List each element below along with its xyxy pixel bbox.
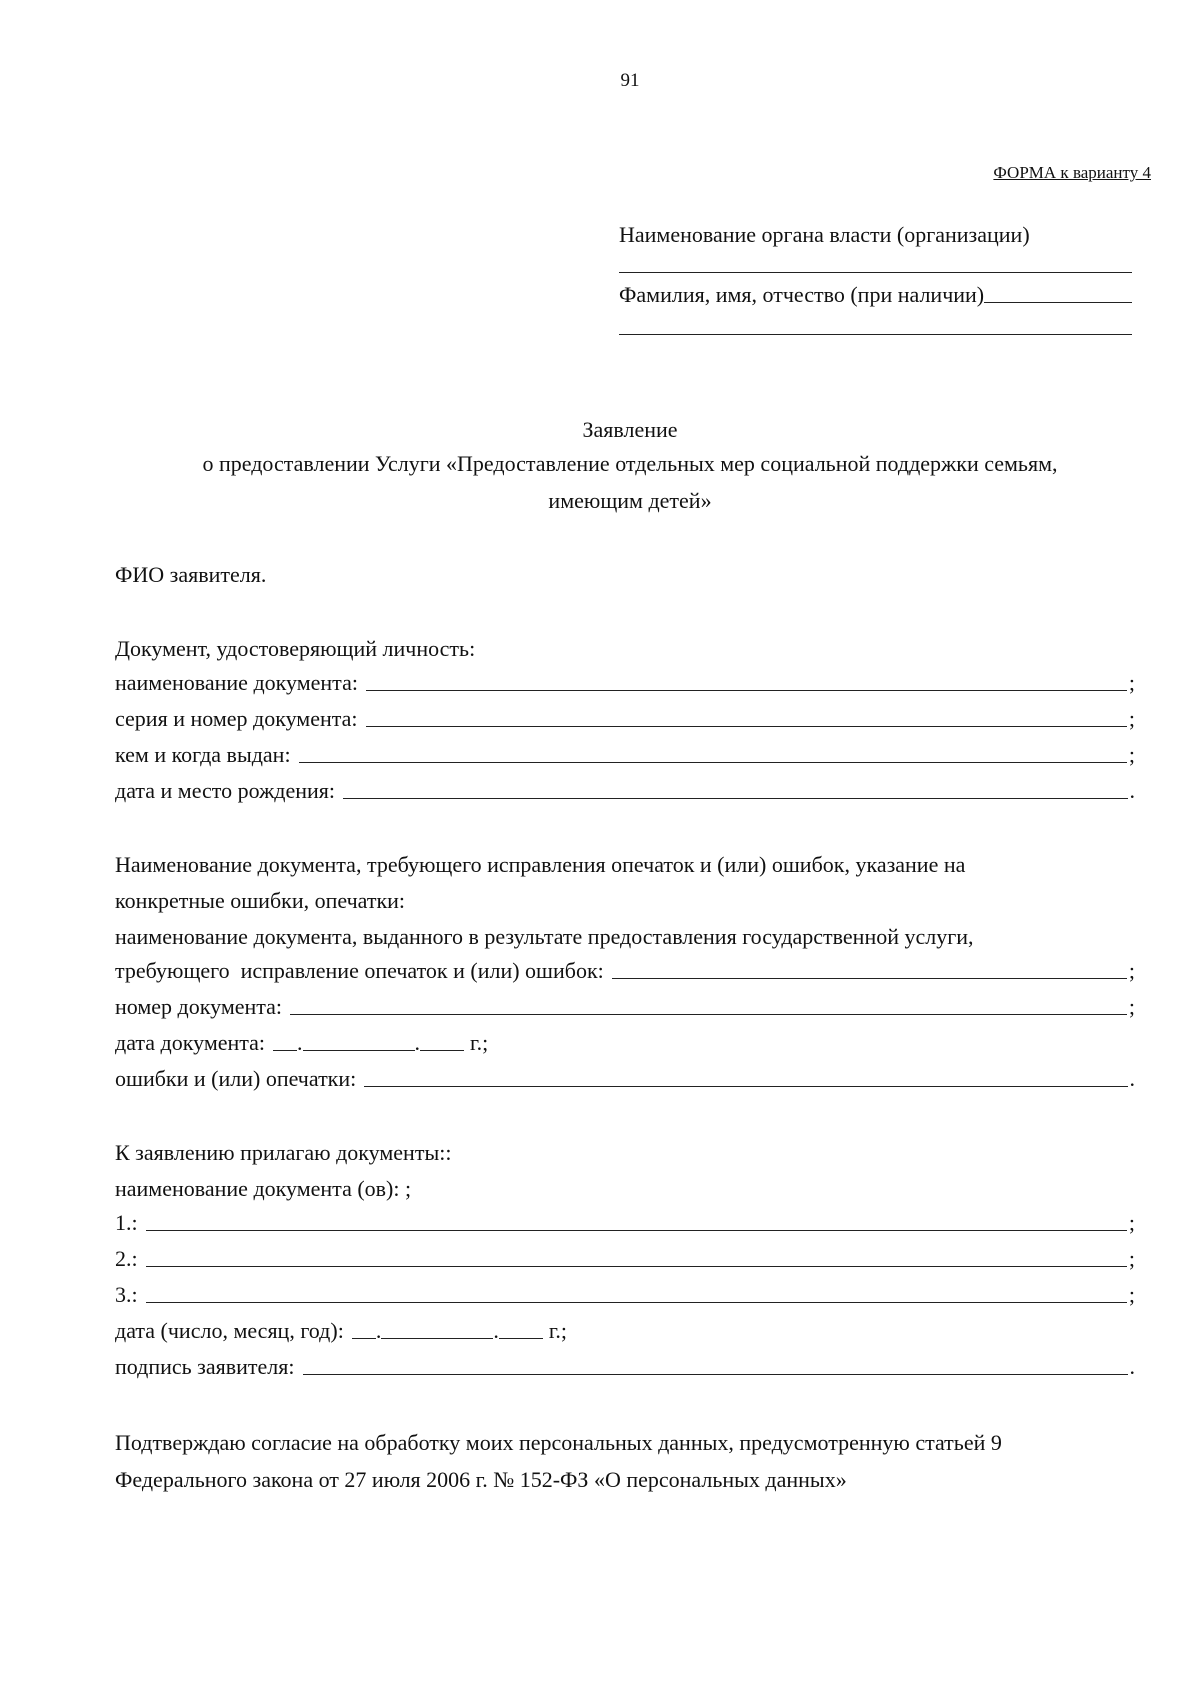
applicant-fio-label: ФИО заявителя. (115, 562, 267, 587)
attachments-date-row (115, 1316, 1135, 1344)
fio-row (619, 282, 1132, 308)
row-end-punct: ; (1128, 994, 1135, 1019)
identity-doc-name-label: наименование документа: (115, 670, 358, 695)
correction-doc-label: требующего исправление опечаток и (или) ошибок: (115, 958, 604, 983)
attachments-date-day-field[interactable] (352, 1318, 376, 1339)
form-label: ФОРМА к варианту 4 (993, 163, 1151, 182)
date-separator: . (414, 1030, 421, 1055)
row-end-punct: ; (1128, 706, 1135, 731)
document-subtitle-line1: о предоставлении Услуги «Предоставление отдельных мер социальной поддержки семьям, (202, 451, 1058, 476)
consent-line2: Федерального закона от 27 июля 2006 г. № 152-ФЗ «О персональных данных» (115, 1467, 847, 1492)
identity-doc-name-row (115, 668, 1135, 696)
attachments-date-month-field[interactable] (381, 1318, 493, 1339)
date-separator: . (375, 1318, 382, 1343)
correction-heading-line1: Наименование документа, требующего исправления опечаток и (или) ошибок, указание на (115, 852, 966, 877)
row-end-punct: ; (1128, 742, 1135, 767)
correction-errors-field[interactable] (364, 1066, 1127, 1087)
identity-series-row (115, 704, 1135, 732)
correction-date-row (115, 1028, 1135, 1056)
signature-row (115, 1352, 1135, 1380)
identity-series-label: серия и номер документа: (115, 706, 358, 731)
attachment-item-3-row (115, 1280, 1135, 1308)
identity-birth-label: дата и место рождения: (115, 778, 336, 803)
attachment-item-2-label: 2.: (115, 1246, 138, 1271)
correction-doc-field[interactable] (612, 958, 1127, 979)
signature-field[interactable] (303, 1354, 1128, 1375)
fio-field-continuation[interactable] (619, 334, 1132, 335)
correction-date-month-field[interactable] (303, 1030, 415, 1051)
correction-date-year-field[interactable] (420, 1030, 464, 1051)
attachment-item-2-field[interactable] (146, 1246, 1127, 1267)
authority-field[interactable] (619, 272, 1132, 273)
identity-issued-row (115, 740, 1135, 768)
year-suffix: г.; (548, 1318, 567, 1343)
identity-birth-row (115, 776, 1135, 804)
attachments-names-label: наименование документа (ов): ; (115, 1176, 412, 1201)
correction-heading-line2: конкретные ошибки, опечатки: (115, 888, 406, 913)
attachment-item-1-row (115, 1208, 1135, 1236)
correction-errors-label: ошибки и (или) опечатки: (115, 1066, 357, 1091)
attachment-item-3-field[interactable] (146, 1282, 1127, 1303)
row-end-punct: ; (1128, 1246, 1135, 1271)
correction-doc-row (115, 956, 1135, 984)
authority-label: Наименование органа власти (организации) (619, 222, 1030, 247)
attachment-item-2-row (115, 1244, 1135, 1272)
identity-doc-name-field[interactable] (366, 670, 1127, 691)
date-separator: . (297, 1030, 303, 1055)
identity-issued-field[interactable] (299, 742, 1127, 763)
attachment-item-1-label: 1.: (115, 1210, 138, 1235)
signature-label: подпись заявителя: (115, 1354, 295, 1379)
correction-date-day-field[interactable] (273, 1030, 297, 1051)
correction-number-field[interactable] (290, 994, 1127, 1015)
document-subtitle-line2: имеющим детей» (548, 488, 712, 513)
correction-date-label: дата документа: (115, 1030, 266, 1055)
year-suffix: г.; (470, 1030, 489, 1055)
correction-doc-line1: наименование документа, выданного в результате предоставления государственной услуги, (115, 924, 974, 949)
date-separator: . (493, 1318, 499, 1343)
row-end-punct: ; (1128, 1282, 1135, 1307)
row-end-punct: . (1129, 1066, 1135, 1091)
document-title: Заявление (582, 417, 678, 442)
correction-number-row (115, 992, 1135, 1020)
identity-heading: Документ, удостоверяющий личность: (115, 636, 476, 661)
row-end-punct: ; (1128, 958, 1135, 983)
row-end-punct: ; (1128, 670, 1135, 695)
fio-label: Фамилия, имя, отчество (при наличии) (619, 282, 985, 307)
attachment-item-1-field[interactable] (146, 1210, 1127, 1231)
identity-issued-label: кем и когда выдан: (115, 742, 291, 767)
identity-birth-field[interactable] (343, 778, 1127, 799)
correction-errors-row (115, 1064, 1135, 1092)
consent-line1: Подтверждаю согласие на обработку моих персональных данных, предусмотренную статьей 9 (115, 1430, 1002, 1455)
row-end-punct: . (1129, 1354, 1135, 1379)
correction-number-label: номер документа: (115, 994, 283, 1019)
page-number: 91 (620, 70, 640, 91)
row-end-punct: . (1129, 778, 1135, 803)
attachments-heading: К заявлению прилагаю документы:: (115, 1140, 452, 1165)
fio-field[interactable] (984, 282, 1132, 303)
attachments-date-year-field[interactable] (499, 1318, 543, 1339)
attachment-item-3-label: 3.: (115, 1282, 138, 1307)
row-end-punct: ; (1128, 1210, 1135, 1235)
identity-series-field[interactable] (366, 706, 1127, 727)
attachments-date-label: дата (число, месяц, год): (115, 1318, 344, 1343)
